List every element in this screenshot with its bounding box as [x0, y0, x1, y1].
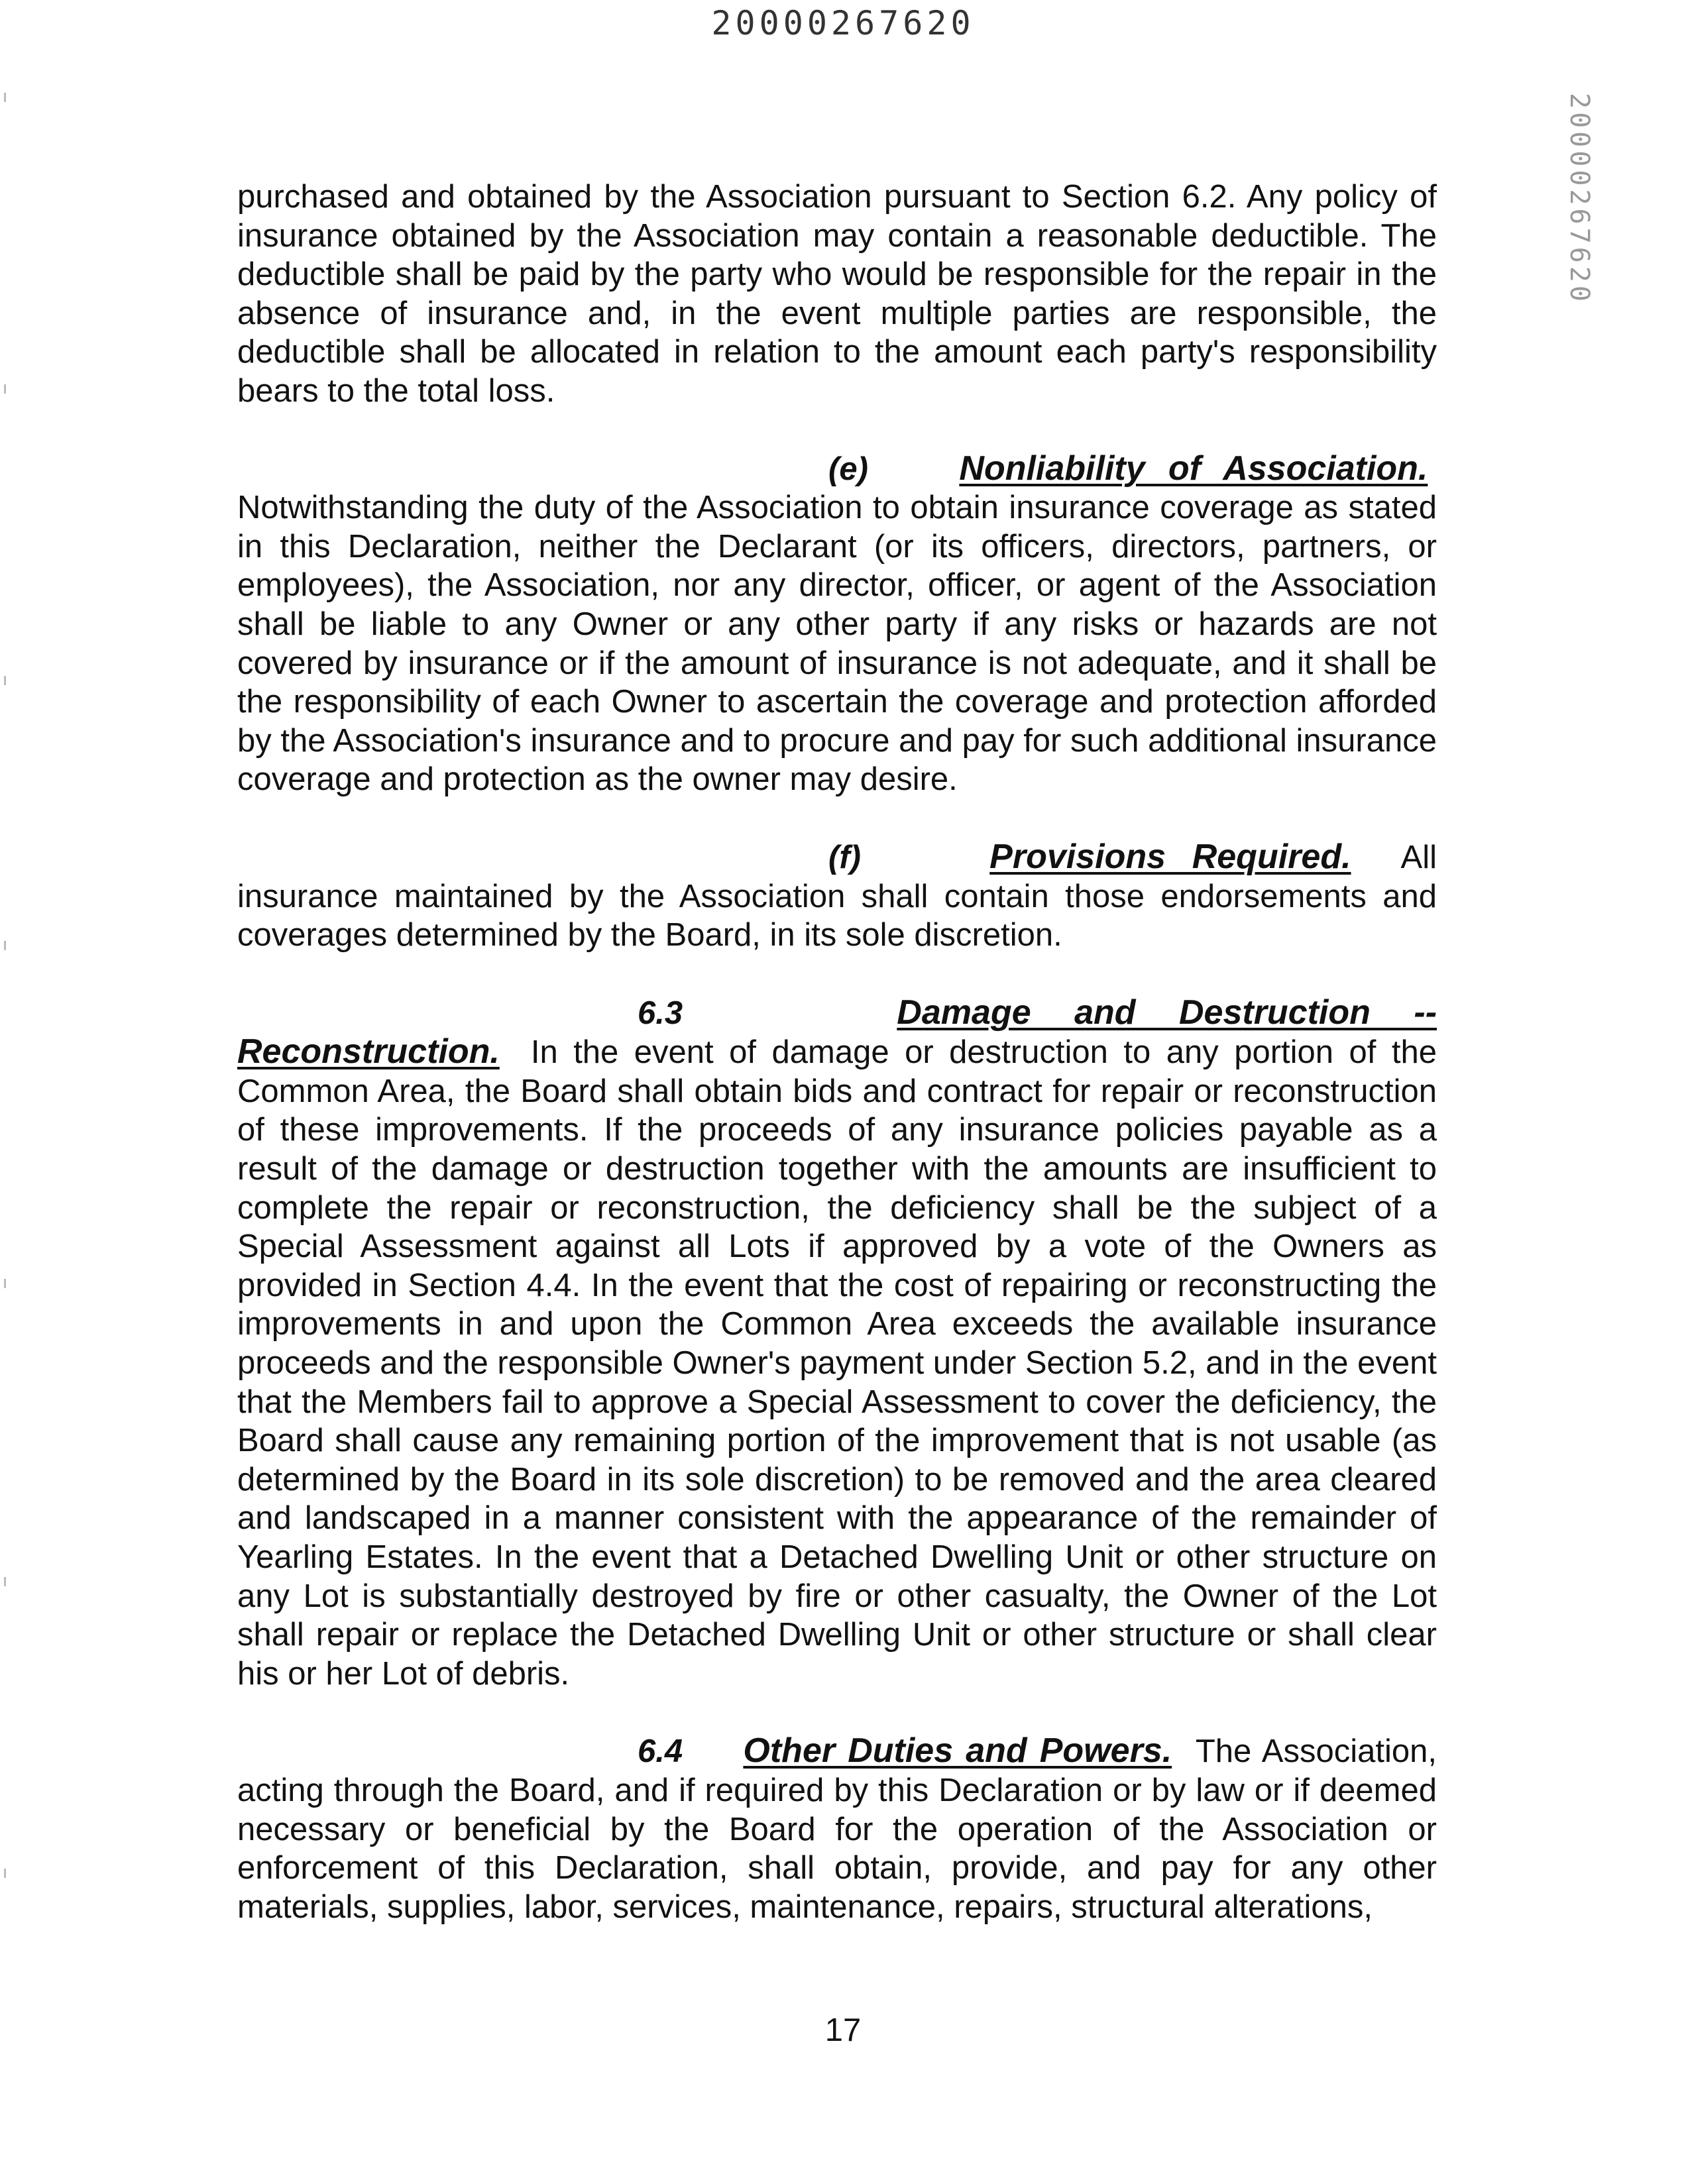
paragraph-e [237, 449, 1437, 799]
section-6-3-body: In the event of damage or destruction to any portion of the Common Area, the Board shall obtain bids and contract for repair or reconstruction of these improvements. If the proceeds of any insurance policies payable as a result of the damage or destruction together with the amounts are insufficient to complete the repair or reconstruction, the deficiency shall be the subject of a Special Assessment against all Lots if approved by a vote of the Owners as provided in Section 4.4. In the event that the cost of repairing or reconstructing the improvements in and upon the Common Area exceeds the available insurance proceeds and the responsible Owner's payment under Section 5.2, and in the event that the Members fail to approve a Special Assessment to cover the deficiency, the Board shall cause any remaining portion of the improvement that is not usable (as determined by the Board in its sole discretion) to be removed and the area cleared and landscaped in a manner consistent with the appearance of the remainder of Yearling Estates. In the event that a Detached Dwelling Unit or other structure on any Lot is substantially destroyed by fire or other casualty, the Owner of the Lot shall repair or replace the Detached Dwelling Unit or other structure or shall clear his or her Lot of debris. [237, 1034, 1437, 1692]
subsection-label-e: (e) [828, 451, 868, 487]
scan-margin-marks [4, 0, 8, 2184]
section-number-6-3: 6.3 [638, 995, 683, 1031]
section-6-4 [237, 1731, 1437, 1926]
document-body [237, 178, 1437, 1926]
heading-provisions-required: Provisions Required. [989, 837, 1351, 876]
section-6-4-body: The Association, acting through the Board, and if required by this Declaration or by law or if deemed necessary or beneficial by the Board for the operation of the Association or enforcement of this Declaration, shall obtain, provide, and pay for any other materials, supplies, labor, services, maintenance, repairs, structural alterations, [237, 1733, 1437, 1925]
document-number: 20000267620 [711, 4, 975, 42]
page-number: 17 [824, 2012, 862, 2048]
section-number-6-4: 6.4 [638, 1733, 683, 1770]
side-stamp [1556, 93, 1596, 305]
section-6-3 [237, 993, 1437, 1694]
paragraph-continuation: purchased and obtained by the Association pursuant to Section 6.2. Any policy of insurance obtained by the Association may contain a reasonable deductible. The deductible shall be paid by the party who would be responsible for the repair in the absence of insurance and, in the event multiple parties are responsible, the deductible shall be allocated in relation to the amount each party's responsibility bears to the total loss. [237, 179, 1437, 409]
paragraph-f-body: All insurance maintained by the Association shall contain those endorsements and coverages determined by the Board, in its sole discretion. [237, 839, 1437, 954]
heading-nonliability: Nonliability of Association. [959, 449, 1428, 488]
heading-damage-destruction: Damage and Destruction -- Reconstruction. [237, 993, 1437, 1071]
side-stamp-text: 20000267620 [1564, 93, 1595, 305]
paragraph-f [237, 838, 1437, 955]
subsection-label-f: (f) [828, 839, 861, 875]
heading-other-duties: Other Duties and Powers. [743, 1731, 1172, 1771]
paragraph-e-body: Notwithstanding the duty of the Association to obtain insurance coverage as stated in this Declaration, neither the Declarant (or its officers, directors, partners, or employees), the Association, nor any director, officer, or agent of the Association shall be liable to any Owner or any other party if any risks or hazards are not covered by insurance or if the amount of insurance is not adequate, and it shall be the responsibility of each Owner to ascertain the coverage and protection afforded by the Association's insurance and to procure and pay for such additional insurance coverage and protection as the owner may desire. [237, 490, 1437, 798]
